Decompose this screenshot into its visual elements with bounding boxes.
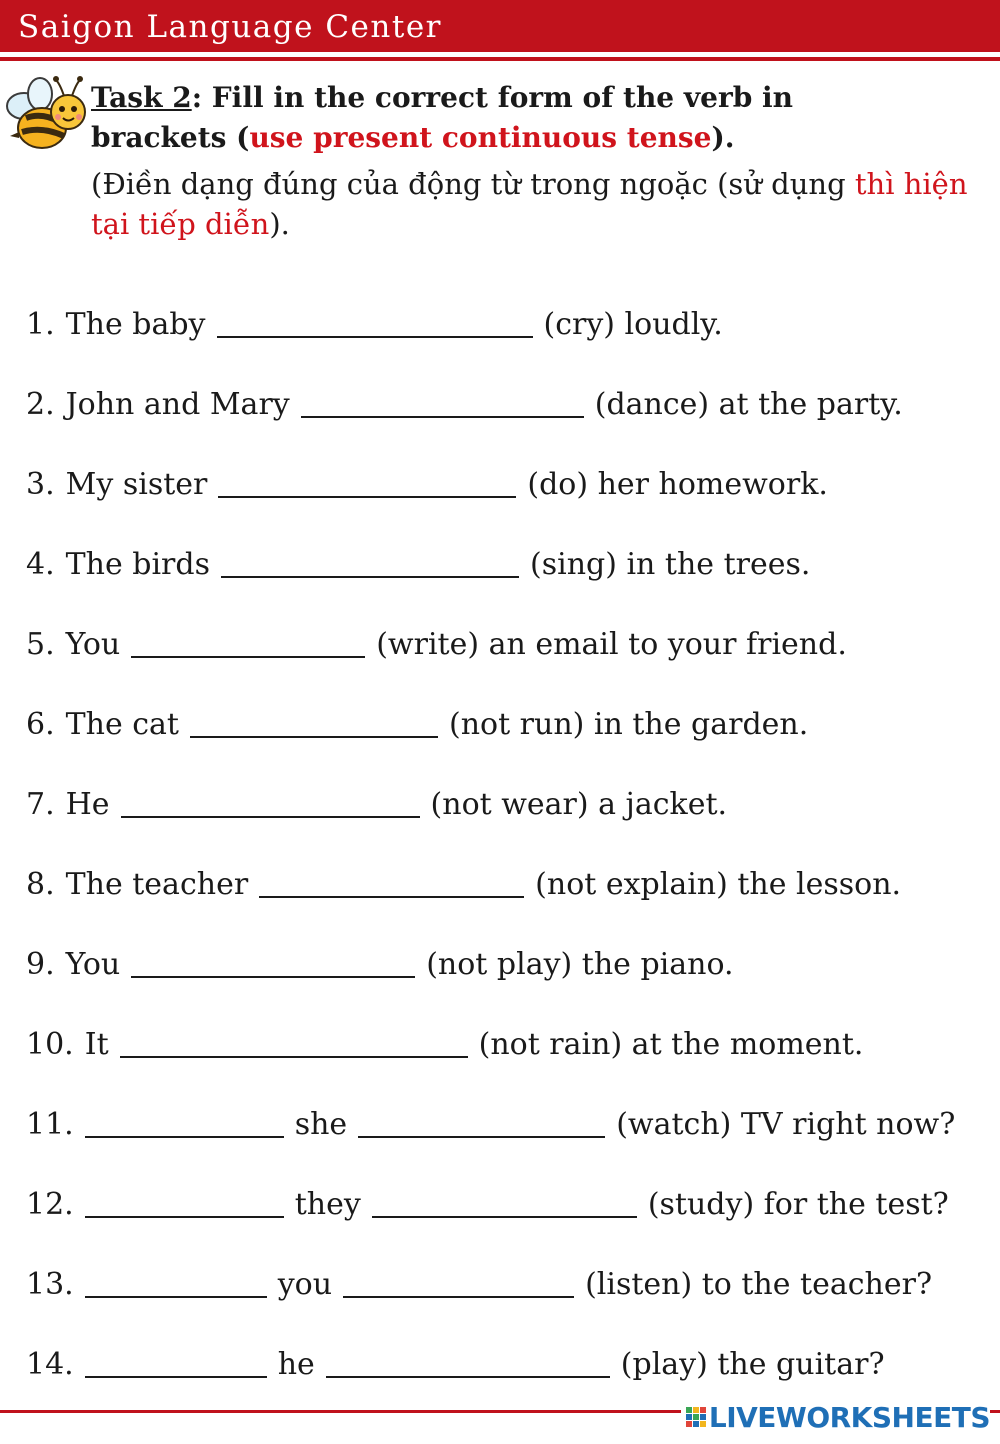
question-item xyxy=(26,365,996,445)
question-hint: (do) her homework. xyxy=(527,467,828,502)
answer-blank-auxiliary[interactable] xyxy=(85,1296,267,1298)
question-subject: You xyxy=(65,947,121,982)
question-hint: (write) an email to your friend. xyxy=(376,627,847,662)
question-hint: (sing) in the trees. xyxy=(530,547,811,582)
question-number: 11. xyxy=(26,1107,74,1142)
answer-blank[interactable] xyxy=(218,496,516,498)
question-item xyxy=(26,765,996,845)
question-subject: He xyxy=(65,787,110,822)
question-subject: they xyxy=(294,1187,361,1222)
answer-blank[interactable] xyxy=(221,576,519,578)
question-item xyxy=(26,845,996,925)
header-bar xyxy=(0,0,1000,52)
question-subject: The teacher xyxy=(65,867,249,902)
question-list xyxy=(26,285,996,1405)
question-hint: (not wear) a jacket. xyxy=(430,787,728,822)
task-label: Task 2 xyxy=(91,81,192,114)
question-number: 10. xyxy=(26,1027,74,1062)
question-item xyxy=(26,1005,996,1085)
question-hint: (not rain) at the moment. xyxy=(478,1027,864,1062)
liveworksheets-logo[interactable] xyxy=(681,1401,990,1434)
logo-text: LIVEWORKSHEETS xyxy=(708,1401,990,1434)
header-title: Saigon Language Center xyxy=(18,9,442,45)
header-divider xyxy=(0,57,1000,61)
question-item xyxy=(26,445,996,525)
task-text-line2-pre: brackets ( xyxy=(91,121,250,154)
answer-blank[interactable] xyxy=(120,1056,468,1058)
answer-blank[interactable] xyxy=(131,656,365,658)
question-subject: The baby xyxy=(65,307,206,342)
question-subject: you xyxy=(277,1267,333,1302)
question-number: 14. xyxy=(26,1347,74,1382)
question-number: 13. xyxy=(26,1267,74,1302)
question-item xyxy=(26,525,996,605)
question-item xyxy=(26,1165,996,1245)
question-subject: The cat xyxy=(65,707,179,742)
question-hint: (play) the guitar? xyxy=(620,1347,885,1382)
answer-blank[interactable] xyxy=(190,736,438,738)
question-hint: (cry) loudly. xyxy=(543,307,723,342)
task-instruction xyxy=(91,78,991,158)
question-subject: she xyxy=(294,1107,348,1142)
question-number: 5. xyxy=(26,627,55,662)
translation-highlight: thì hiện tại tiếp diễn xyxy=(91,167,968,241)
question-subject: You xyxy=(65,627,121,662)
question-subject: The birds xyxy=(65,547,210,582)
question-hint: (not explain) the lesson. xyxy=(535,867,902,902)
question-number: 3. xyxy=(26,467,55,502)
question-number: 12. xyxy=(26,1187,74,1222)
answer-blank[interactable] xyxy=(326,1376,610,1378)
question-item xyxy=(26,925,996,1005)
question-hint: (not run) in the garden. xyxy=(449,707,809,742)
answer-blank[interactable] xyxy=(121,816,420,818)
task-translation xyxy=(91,164,991,244)
answer-blank[interactable] xyxy=(372,1216,637,1218)
answer-blank[interactable] xyxy=(343,1296,574,1298)
question-number: 9. xyxy=(26,947,55,982)
question-number: 1. xyxy=(26,307,55,342)
question-hint: (study) for the test? xyxy=(647,1187,949,1222)
question-subject: It xyxy=(84,1027,109,1062)
question-number: 6. xyxy=(26,707,55,742)
question-item xyxy=(26,605,996,685)
question-hint: (dance) at the party. xyxy=(594,387,903,422)
question-hint: (not play) the piano. xyxy=(426,947,734,982)
translation-text: (Điền dạng đúng của động từ trong ngoặc (sử dụng xyxy=(91,167,855,201)
answer-blank-auxiliary[interactable] xyxy=(85,1216,284,1218)
question-item xyxy=(26,1245,996,1325)
question-number: 7. xyxy=(26,787,55,822)
task-text-line1: Fill in the correct form of the verb in xyxy=(211,81,794,114)
task-colon: : xyxy=(191,81,212,114)
task-text-line2-post: ). xyxy=(711,121,735,154)
translation-post: ). xyxy=(269,207,290,241)
question-subject: John and Mary xyxy=(65,387,290,422)
answer-blank-auxiliary[interactable] xyxy=(85,1136,284,1138)
question-number: 2. xyxy=(26,387,55,422)
answer-blank[interactable] xyxy=(358,1136,605,1138)
question-number: 8. xyxy=(26,867,55,902)
question-number: 4. xyxy=(26,547,55,582)
bee-icon xyxy=(2,72,88,158)
answer-blank[interactable] xyxy=(131,976,415,978)
question-item xyxy=(26,285,996,365)
answer-blank[interactable] xyxy=(259,896,524,898)
question-item xyxy=(26,685,996,765)
question-hint: (watch) TV right now? xyxy=(616,1107,956,1142)
answer-blank[interactable] xyxy=(301,416,584,418)
answer-blank[interactable] xyxy=(217,336,533,338)
liveworksheets-logo-icon xyxy=(685,1405,707,1431)
question-subject: he xyxy=(277,1347,315,1382)
question-subject: My sister xyxy=(65,467,208,502)
question-item xyxy=(26,1325,996,1405)
answer-blank-auxiliary[interactable] xyxy=(85,1376,267,1378)
question-item xyxy=(26,1085,996,1165)
task-tense-highlight: use present continuous tense xyxy=(249,121,712,154)
question-hint: (listen) to the teacher? xyxy=(585,1267,933,1302)
